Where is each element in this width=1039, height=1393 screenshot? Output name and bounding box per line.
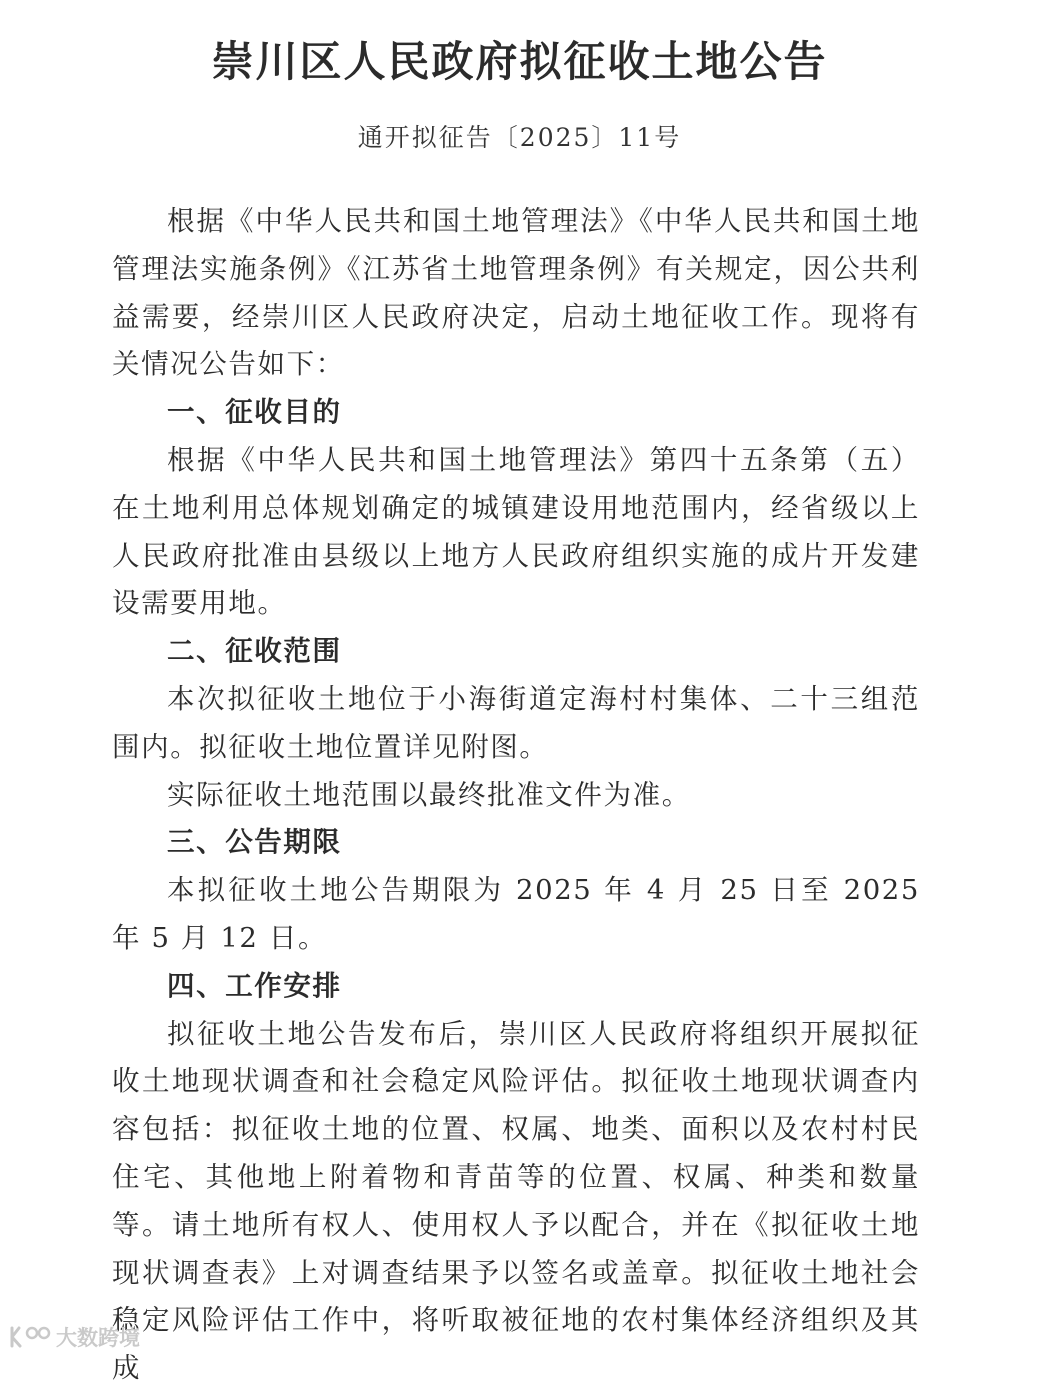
section-heading-period: 三、公告期限: [167, 826, 342, 859]
section-heading-scope: 二、征收范围: [167, 635, 342, 668]
section-paragraph: 拟征收土地公告发布后，崇川区人民政府将组织开展拟征收土地现状调查和社会稳定风险评估。拟征收土地现状调查内容包括：拟征收土地的位置、权属、地类、面积以及农村村民住宅、其他地上附着物和青苗等的位置、权属、种类和数量等。请土地所有权人、使用权人予以配合，并在《拟征收土地现状调查表》上对调查结果予以签名或盖章。拟征收土地社会稳定风险评估工作中，将听取被征地的农村集体经济组织及其成: [112, 1017, 920, 1385]
document-body: [112, 198, 920, 1393]
document-number: 通开拟征告〔2025〕11号: [357, 123, 682, 152]
section-paragraph: 本次拟征收土地位于小海街道定海村村集体、二十三组范围内。拟征收土地位置详见附图。: [112, 682, 920, 763]
document-title: 崇川区人民政府拟征收土地公告: [211, 37, 828, 86]
watermark: [8, 1322, 140, 1352]
intro-paragraph: 根据《中华人民共和国土地管理法》《中华人民共和国土地管理法实施条例》《江苏省土地管理条例》有关规定，因公共利益需要，经崇川区人民政府决定，启动土地征收工作。现将有关情况公告如下：: [112, 205, 920, 381]
section-paragraph: 实际征收土地范围以最终批准文件为准。: [167, 778, 691, 811]
section-heading-purpose: 一、征收目的: [167, 396, 342, 429]
watermark-text: 大数跨境: [56, 1326, 140, 1350]
section-paragraph: 根据《中华人民共和国土地管理法》第四十五条第（五）在土地利用总体规划确定的城镇建设用地范围内，经省级以上人民政府批准由县级以上地方人民政府组织实施的成片开发建设需要用地。: [112, 443, 920, 620]
logo-icon: [8, 1324, 52, 1350]
section-paragraph: 本拟征收土地公告期限为 2025 年 4 月 25 日至 2025 年 5 月 12 日。: [112, 874, 920, 954]
section-heading-arrangement: 四、工作安排: [167, 969, 342, 1002]
